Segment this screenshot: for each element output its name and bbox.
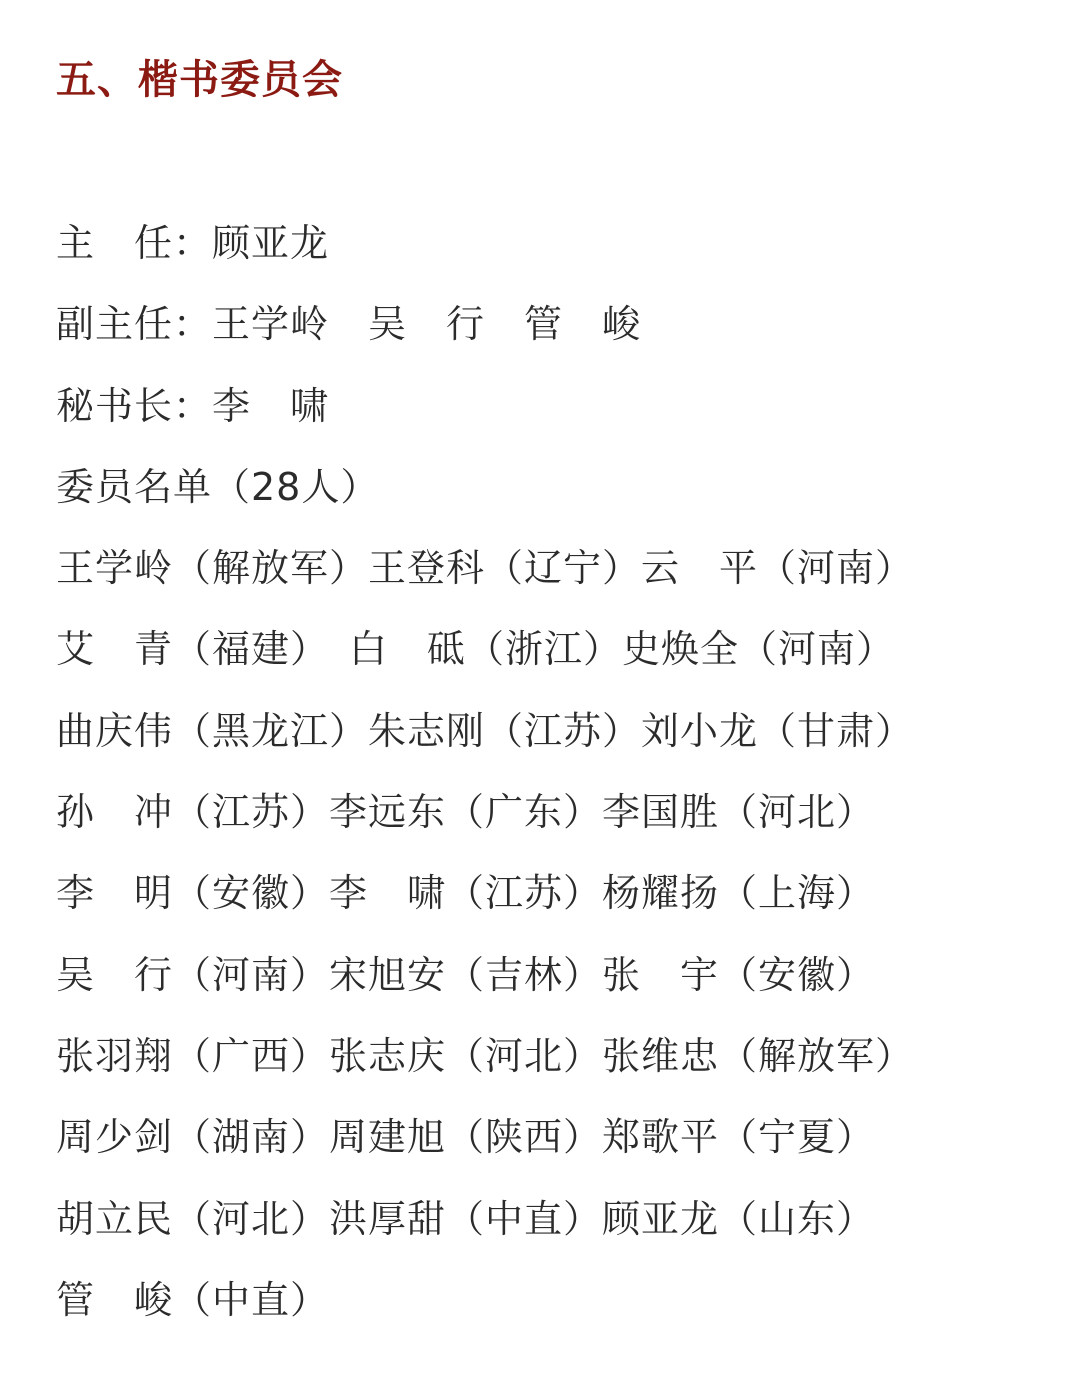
deputy-director-line (56, 296, 1056, 377)
director-line (56, 215, 1056, 296)
secretary-general-line (56, 378, 1056, 459)
members-heading-line (56, 459, 1056, 540)
member-row-text: 张羽翔（广西）张志庆（河北）张维忠（解放军） (56, 1033, 915, 1078)
member-list (56, 215, 1056, 1353)
member-row-text: 曲庆伟（黑龙江）朱志刚（江苏）刘小龙（甘肃） (56, 708, 915, 753)
member-row-text: 艾 青（福建） 白 砥（浙江）史焕全（河南） (56, 627, 896, 672)
member-row (56, 865, 1056, 946)
secretary-general-text: 秘书长：李 啸 (56, 383, 330, 428)
member-row-text: 周少剑（湖南）周建旭（陕西）郑歌平（宁夏） (56, 1115, 876, 1160)
deputy-director-text: 副主任：王学岭 吴 行 管 峻 (56, 302, 642, 347)
member-row-text: 孙 冲（江苏）李远东（广东）李国胜（河北） (56, 790, 876, 835)
member-row-text: 李 明（安徽）李 啸（江苏）杨耀扬（上海） (56, 871, 876, 916)
director-text: 主 任：顾亚龙 (56, 221, 330, 265)
member-row (56, 1109, 1056, 1190)
member-row (56, 621, 1056, 702)
member-row-text: 王学岭（解放军）王登科（辽宁）云 平（河南） (56, 546, 915, 591)
member-row-text: 吴 行（河南）宋旭安（吉林）张 宇（安徽） (56, 952, 876, 997)
member-row (56, 1191, 1056, 1272)
section-title: 五、楷书委员会 (56, 57, 343, 103)
member-row (56, 1272, 1056, 1353)
member-row (56, 947, 1056, 1028)
member-row-text: 管 峻（中直） (56, 1277, 330, 1322)
member-row-text: 胡立民（河北）洪厚甜（中直）顾亚龙（山东） (56, 1196, 876, 1241)
member-row (56, 703, 1056, 784)
member-row (56, 784, 1056, 865)
member-row (56, 540, 1056, 621)
member-row (56, 1028, 1056, 1109)
members-heading-text: 委员名单（28人） (56, 464, 380, 509)
